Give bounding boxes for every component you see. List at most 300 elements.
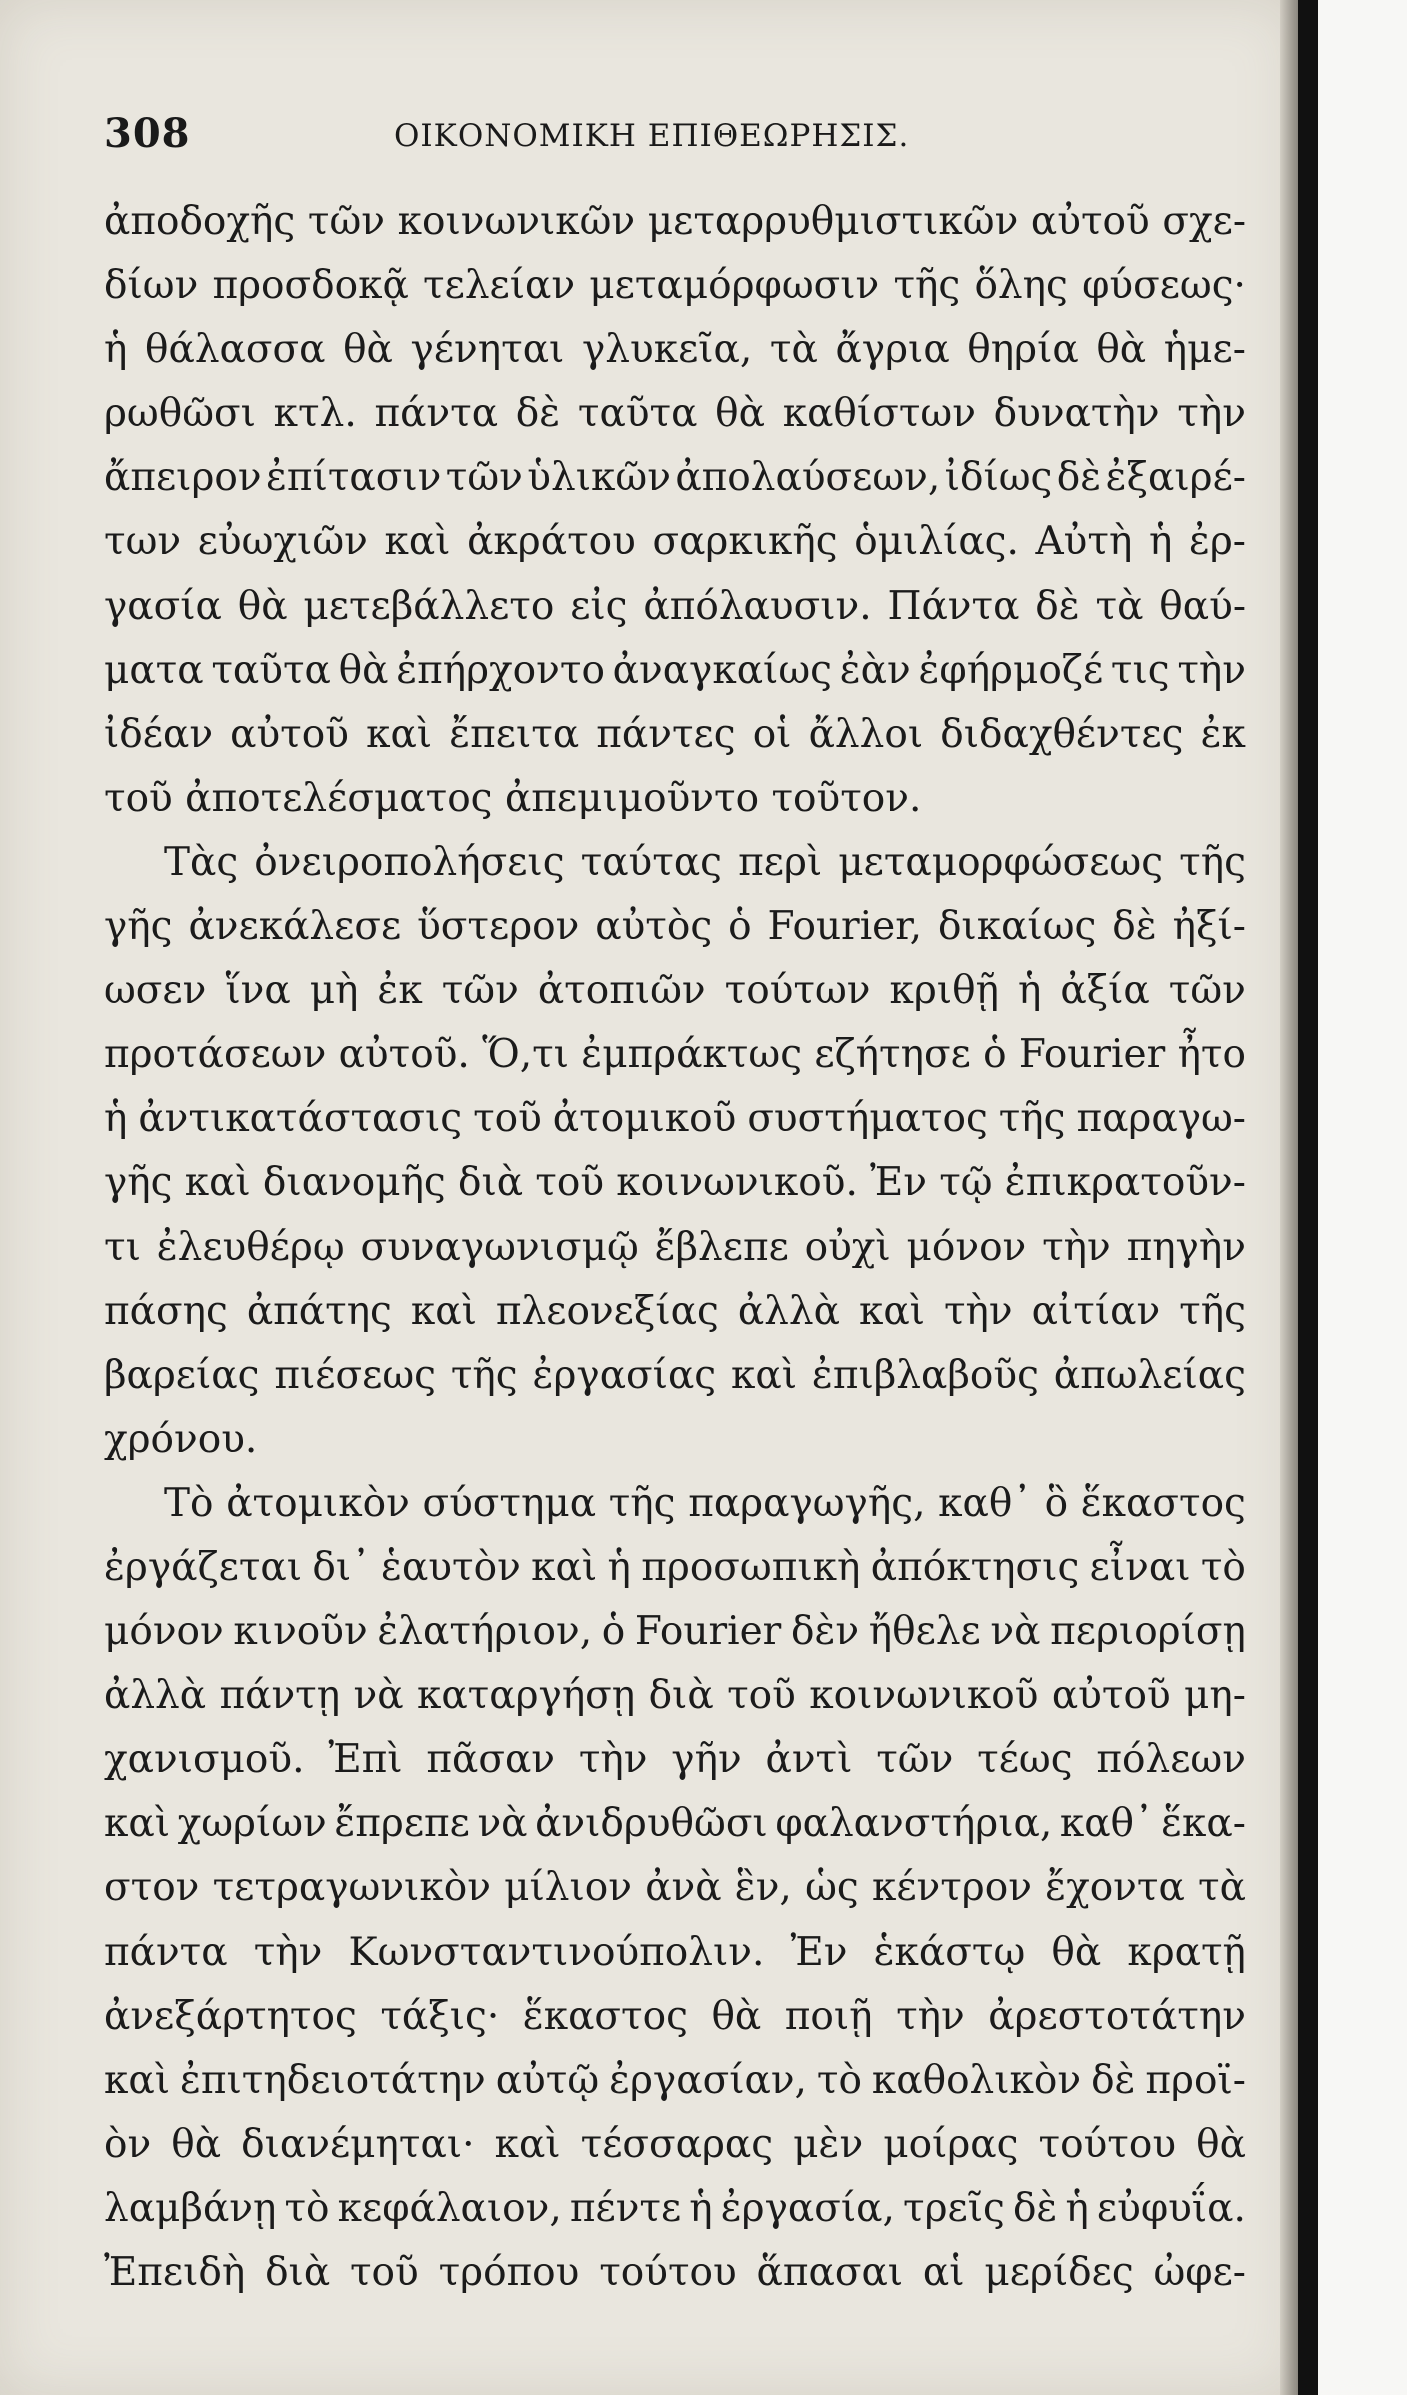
word: τῆς: [893, 263, 961, 309]
word: κεφάλαιον,: [337, 2185, 562, 2231]
word: δὲ: [1091, 2057, 1136, 2103]
text-line: [104, 1151, 1246, 1215]
word: τοῦτον.: [771, 775, 922, 821]
word: γασία: [104, 583, 222, 629]
word: δὲ: [1035, 583, 1080, 629]
word: τῆς: [1179, 839, 1246, 885]
word: τάξις·: [380, 1993, 500, 2039]
word: αὐτοῦ: [1051, 1673, 1171, 1719]
word: τελείαν: [423, 263, 576, 309]
word: δὲν: [790, 1609, 860, 1655]
word: ἀποδοχῆς: [104, 199, 296, 244]
word: ἀποτελέσματος: [185, 775, 505, 821]
word: αὐτὸς: [595, 904, 713, 950]
word: καθολικὸν: [871, 2057, 1082, 2103]
word: θὰ: [338, 647, 389, 693]
word: Fourier: [1018, 1032, 1166, 1078]
word: θάλασσα: [145, 327, 326, 373]
word: Τὸ: [164, 1480, 214, 1526]
word: εἰς: [570, 583, 628, 629]
word: Αὐτὴ: [1035, 519, 1133, 565]
text-line: [104, 1536, 1246, 1600]
text-line: [104, 1280, 1246, 1344]
word: τετραγωνικὸν: [212, 1865, 491, 1911]
word: ὀνειροπολήσεις: [254, 839, 565, 885]
word: ἔβλεπε: [654, 1224, 789, 1270]
word: κρατῇ: [1127, 1929, 1246, 1975]
word: ἀνεκάλεσε: [188, 904, 402, 950]
word: ἀλλὰ: [104, 1673, 207, 1719]
text-line: [104, 254, 1246, 318]
word: φύσεως·: [1082, 263, 1246, 309]
word: θηρία: [967, 327, 1079, 373]
word: τι: [104, 1224, 141, 1270]
word: ἓν,: [734, 1865, 792, 1911]
word: ἅπασαι: [756, 2250, 904, 2295]
word: καὶ: [104, 2057, 171, 2103]
word: γένηται: [410, 327, 565, 373]
word: κέντρον: [871, 1865, 1032, 1911]
word: ἐμπράκτως: [581, 1032, 803, 1078]
word: ὕστερον: [417, 904, 580, 950]
text-line: [104, 767, 1246, 831]
word: διὰ: [265, 2250, 331, 2295]
word: ἔπρεπε: [334, 1801, 470, 1847]
word: αὐτοῦ: [1030, 199, 1150, 244]
word: τῶν: [445, 455, 523, 501]
word: αἱ: [922, 2250, 965, 2295]
word: τῷ: [939, 1160, 993, 1206]
word: τὴν: [896, 1993, 965, 2039]
text-line: [104, 2177, 1246, 2241]
word: τῶν: [307, 199, 385, 244]
word: δίων: [104, 263, 199, 309]
word: ἐκ: [1200, 711, 1246, 757]
word: καὶ: [858, 1288, 925, 1334]
word: Κωνσταντινούπολιν.: [348, 1929, 765, 1975]
word: τοῦ: [535, 1160, 605, 1206]
word: πόλεων: [1096, 1737, 1246, 1783]
word: ἰδίως: [944, 455, 1053, 501]
word: γῆς: [104, 904, 173, 950]
word: ἀναγκαίως: [612, 647, 832, 693]
word: ὠφε-: [1153, 2250, 1246, 2295]
word: τούτου: [1038, 2121, 1177, 2167]
word: πάντα: [104, 1929, 228, 1975]
word: ἀτοπιῶν: [537, 968, 706, 1014]
text-line: [104, 1472, 1246, 1536]
word: ἀνὰ: [645, 1865, 722, 1911]
word: τρόπου: [438, 2250, 580, 2295]
word: ἀπόλαυσιν.: [643, 583, 872, 629]
word: ἡ: [1065, 2185, 1089, 2231]
word: θὰ: [171, 2121, 222, 2167]
word: καταργήσῃ: [416, 1673, 636, 1719]
word: τὸ: [816, 2057, 862, 2103]
word: πλεονεξίας: [495, 1288, 719, 1334]
word: ἰδέαν: [104, 711, 214, 757]
text-line: [104, 318, 1246, 382]
word: μίλιον: [504, 1865, 632, 1911]
word: ἄπειρον: [104, 455, 262, 501]
text-line: [104, 1216, 1246, 1280]
word: ἠξί-: [1172, 904, 1246, 950]
word: συστήματος: [747, 1096, 988, 1142]
word: ἔχοντα: [1045, 1865, 1185, 1911]
word: ἐπικρατοῦν-: [1004, 1160, 1246, 1206]
word: ἐργασίαν,: [609, 2057, 807, 2103]
word: προϊ-: [1145, 2057, 1246, 2103]
word: λαμβάνῃ: [104, 2185, 277, 2231]
word: ἑαυτὸν: [381, 1544, 521, 1590]
text-line: [104, 575, 1246, 639]
text-line: [104, 2113, 1246, 2177]
word: ἄγρια: [835, 327, 950, 373]
word: θὰ: [711, 1993, 762, 2039]
text-line: [104, 1344, 1246, 1408]
text-line: [104, 1087, 1246, 1151]
word: παραγωγῆς,: [688, 1480, 926, 1526]
word: ἀπάτης: [246, 1288, 392, 1334]
word: ἀπεμιμοῦντο: [504, 775, 772, 821]
word: ἐὰν: [839, 647, 911, 693]
word: ἐπιβλαβοῦς: [811, 1352, 1039, 1398]
word: ἵνα: [225, 968, 291, 1014]
word: μόνον: [906, 1224, 1027, 1270]
word: ἕκαστος: [522, 1993, 688, 2039]
word: ματα: [104, 647, 204, 693]
word: τῶν: [876, 1737, 954, 1783]
word: θὰ: [237, 583, 288, 629]
word: ἕκα-: [1161, 1801, 1246, 1847]
word: ἡ: [689, 2185, 713, 2231]
word: ἐπιτηδειοτάτην: [179, 2057, 486, 2103]
word: Ἐν: [870, 1160, 928, 1206]
word: ποιῇ: [784, 1993, 873, 2039]
word: καὶ: [104, 1801, 171, 1847]
word: ἕκαστος: [1080, 1480, 1246, 1526]
word: θὰ: [1051, 1929, 1102, 1975]
text-line: [104, 1600, 1246, 1664]
word: πάσης: [104, 1288, 228, 1334]
word: ἡ: [104, 1096, 128, 1142]
word: περὶ: [738, 839, 823, 885]
word: πιέσεως: [274, 1352, 436, 1398]
word: μετεβάλλετο: [303, 583, 555, 629]
word: εζήτησε: [814, 1032, 971, 1078]
text-line: [104, 1921, 1246, 1985]
word: θαύ-: [1159, 583, 1246, 629]
word: καὶ: [410, 1288, 477, 1334]
word: οὐχὶ: [804, 1224, 891, 1270]
word: Fourier,: [767, 904, 923, 950]
word: δὲ: [1012, 2185, 1058, 2231]
word: κοινωνικοῦ: [809, 1673, 1039, 1719]
word: τῶν: [1168, 968, 1246, 1014]
text-line: [104, 831, 1246, 895]
word: καὶ: [494, 2121, 561, 2167]
word: χανισμοῦ.: [104, 1737, 305, 1783]
text-line: [104, 446, 1246, 510]
word: Fourier: [634, 1609, 782, 1655]
word: ἀκράτου: [467, 519, 636, 565]
word: ἀξία: [1060, 968, 1150, 1014]
word: Τὰς: [164, 839, 239, 885]
word: ἐκ: [377, 968, 423, 1014]
word: πηγὴν: [1126, 1224, 1246, 1270]
word: βαρείας: [104, 1352, 260, 1398]
word: θὰ: [1096, 327, 1147, 373]
word: ὁ: [728, 904, 752, 950]
word: προσωπικὴ: [641, 1544, 861, 1590]
word: ἐργασία,: [720, 2185, 895, 2231]
word: καθίστων: [782, 391, 976, 437]
word: τὴν: [1177, 391, 1246, 437]
word: ἐπήρχοντο: [396, 647, 605, 693]
word: αὐτοῦ: [230, 711, 349, 757]
word: μεταμόρφωσιν: [589, 263, 880, 309]
word: ἀπωλείας: [1053, 1352, 1246, 1398]
word: ὁμιλίας.: [854, 519, 1019, 565]
word: καὶ: [531, 1544, 598, 1590]
word: κοινωνικοῦ.: [616, 1160, 858, 1206]
word: ταῦτα: [577, 391, 698, 437]
text-line: [104, 382, 1246, 446]
word: μεταμορφώσεως: [838, 839, 1164, 885]
word: καθ᾽: [938, 1480, 1032, 1526]
word: διὰ: [457, 1160, 524, 1206]
text-line: [104, 2049, 1246, 2113]
word: Πάντα: [887, 583, 1020, 629]
word: καὶ: [184, 1160, 251, 1206]
word: δι᾽: [312, 1544, 371, 1590]
word: ἡ: [607, 1544, 631, 1590]
word: θὰ: [343, 327, 393, 373]
word: προσδοκᾷ: [212, 263, 409, 309]
word: πάντες: [596, 711, 736, 757]
word: τὴν: [253, 1929, 323, 1975]
word: ἐρ-: [1188, 519, 1246, 565]
word: μοίρας: [883, 2121, 1019, 2167]
text-line: [104, 510, 1246, 574]
word: νὰ: [990, 1609, 1041, 1655]
word: δὲ: [515, 391, 561, 437]
word: σαρκικῆς: [652, 519, 838, 565]
word: ἡμε-: [1163, 327, 1246, 373]
word: Ἐπὶ: [328, 1737, 403, 1783]
word: ὃ: [1044, 1480, 1069, 1526]
word: τῆς: [608, 1480, 676, 1526]
word: σύστημα: [422, 1480, 597, 1526]
text-line: [104, 1985, 1246, 2049]
word: κοινωνικῶν: [397, 199, 636, 244]
text-line: [104, 639, 1246, 703]
word: εὐφυΐα.: [1096, 2185, 1246, 2231]
word: ἦτο: [1177, 1032, 1246, 1078]
word: τοῦ: [349, 2250, 419, 2295]
word: ἀλλὰ: [737, 1288, 840, 1334]
word: τῶν: [441, 968, 519, 1014]
word: ἐξαιρέ-: [1105, 455, 1246, 501]
word: πάντῃ: [219, 1673, 341, 1719]
text-line: [104, 2241, 1246, 2305]
word: ἤθελε: [868, 1609, 981, 1655]
text-line: [104, 959, 1246, 1023]
word: ἀνεξάρτητος: [104, 1993, 357, 2039]
word: παραγω-: [1076, 1096, 1246, 1142]
word: ἡ: [1017, 968, 1042, 1014]
word: ἐργασίας: [532, 1352, 717, 1398]
word: Ἐν: [790, 1929, 848, 1975]
word: τὴν: [578, 1737, 648, 1783]
word: ὁ: [983, 1032, 1007, 1078]
page-header: [104, 110, 1244, 180]
word: ὑλικῶν: [527, 455, 671, 501]
word: αὐτοῦ.: [338, 1032, 470, 1078]
word: καὶ: [384, 519, 451, 565]
word: ἡ: [104, 327, 128, 373]
word: ἑκάστῳ: [873, 1929, 1026, 1975]
word: ωσεν: [104, 968, 207, 1014]
word: ἔπειτα: [449, 711, 580, 757]
word: ἀπολαύσεων,: [675, 455, 941, 501]
word: νὰ: [353, 1673, 404, 1719]
word: ἐργάζεται: [104, 1544, 303, 1590]
word: διανομῆς: [262, 1160, 446, 1206]
word: τὸ: [284, 2185, 330, 2231]
word: ἀνιδρυθῶσι: [535, 1801, 768, 1847]
word: ὅλης: [974, 263, 1068, 309]
word: τις: [1110, 647, 1170, 693]
word: σχε-: [1162, 199, 1246, 244]
word: πᾶσαν: [426, 1737, 555, 1783]
word: ἐλευθέρῳ: [156, 1224, 345, 1270]
word: εὐωχιῶν: [197, 519, 368, 565]
word: δικαίως: [937, 904, 1097, 950]
word: αἰτίαν: [1031, 1288, 1161, 1334]
word: μόνον: [104, 1609, 224, 1655]
word: συναγωνισμῷ: [360, 1224, 639, 1270]
word: κινοῦν: [233, 1609, 368, 1655]
word: Ἐπειδὴ: [104, 2250, 246, 2295]
word: ὸν: [104, 2121, 152, 2167]
word: ρωθῶσι: [104, 391, 256, 437]
word: καὶ: [366, 711, 433, 757]
word: διδαχθέντες: [940, 711, 1184, 757]
word: αὐτῷ: [495, 2057, 600, 2103]
word: ὡς: [805, 1865, 859, 1911]
word: τούτου: [599, 2250, 737, 2295]
word: φαλανστήρια,: [775, 1801, 1053, 1847]
word: διανέμηται·: [241, 2121, 475, 2167]
word: ἐφήρμοζέ: [918, 647, 1104, 693]
word: δυνατὴν: [993, 391, 1160, 437]
word: περιορίσῃ: [1050, 1609, 1246, 1655]
word: θὰ: [1196, 2121, 1246, 2167]
word: καθ᾽: [1059, 1801, 1154, 1847]
word: ἄλλοι: [808, 711, 924, 757]
text-line: [104, 190, 1246, 254]
word: τῆς: [998, 1096, 1066, 1142]
text-line: [104, 1664, 1246, 1728]
word: ταύτας: [580, 839, 723, 885]
word: τὰ: [1095, 583, 1144, 629]
word: κριθῇ: [889, 968, 999, 1014]
word: θὰ: [715, 391, 765, 437]
word: τέσσαρας: [580, 2121, 774, 2167]
word: τέως: [977, 1737, 1073, 1783]
word: τῆς: [1179, 1288, 1246, 1334]
word: δὲ: [1056, 455, 1102, 501]
word: ἀρεστοτάτην: [988, 1993, 1246, 2039]
word: τὰ: [1198, 1865, 1246, 1911]
word: ὁ: [601, 1609, 626, 1655]
text-line: [104, 895, 1246, 959]
word: τῆς: [450, 1352, 518, 1398]
word: μη-: [1184, 1673, 1246, 1719]
word: πέντε: [569, 2185, 682, 2231]
text-line: [104, 703, 1246, 767]
text-line: [104, 1792, 1246, 1856]
word: γῆς: [104, 1160, 173, 1206]
text-line: [104, 1023, 1246, 1087]
book-spine: [1298, 0, 1318, 2395]
word: νὰ: [477, 1801, 528, 1847]
word: τὴν: [1042, 1224, 1111, 1270]
word: ἡ: [1148, 519, 1173, 565]
text-line: [104, 1728, 1246, 1792]
word: ἀντὶ: [765, 1737, 853, 1783]
word: γλυκεῖα,: [581, 327, 753, 373]
word: μὲν: [793, 2121, 864, 2167]
word: γῆν: [671, 1737, 742, 1783]
word: τὰ: [769, 327, 818, 373]
word: τὴν: [943, 1288, 1013, 1334]
word: μεταρρυθμιστικῶν: [647, 199, 1019, 244]
word: ταῦτα: [211, 647, 331, 693]
text-line: [104, 1856, 1246, 1920]
word: χωρίων: [177, 1801, 327, 1847]
word: τὸ: [1200, 1544, 1246, 1590]
word: κτλ.: [273, 391, 357, 437]
word: ἀντικατάστασις: [138, 1096, 463, 1142]
word: τούτων: [724, 968, 871, 1014]
word: τοῦ: [473, 1096, 542, 1142]
word: πάντα: [374, 391, 499, 437]
word: ἀπόκτησις: [870, 1544, 1080, 1590]
scan-margin: [1318, 0, 1407, 2395]
word: δὲ: [1112, 904, 1157, 950]
word: ἀτομικοῦ: [552, 1096, 737, 1142]
word: εἶναι: [1089, 1544, 1191, 1590]
word: ἐλατήριον,: [377, 1609, 593, 1655]
text-line: [104, 1408, 1246, 1472]
word: προτάσεων: [104, 1032, 327, 1078]
word: χρόνου.: [104, 1416, 258, 1462]
word: στον: [104, 1865, 200, 1911]
page-number: 308: [104, 110, 191, 157]
word: μερίδες: [984, 2250, 1134, 2295]
word: Ὅ,τι: [482, 1032, 569, 1078]
word: τοῦ: [104, 775, 186, 821]
word: οἱ: [752, 711, 792, 757]
body-text: [104, 190, 1246, 2305]
word: ἀτομικὸν: [226, 1480, 410, 1526]
word: καὶ: [731, 1352, 798, 1398]
word: των: [104, 519, 182, 565]
word: τὴν: [1177, 647, 1246, 693]
word: ἐπίτασιν: [266, 455, 442, 501]
